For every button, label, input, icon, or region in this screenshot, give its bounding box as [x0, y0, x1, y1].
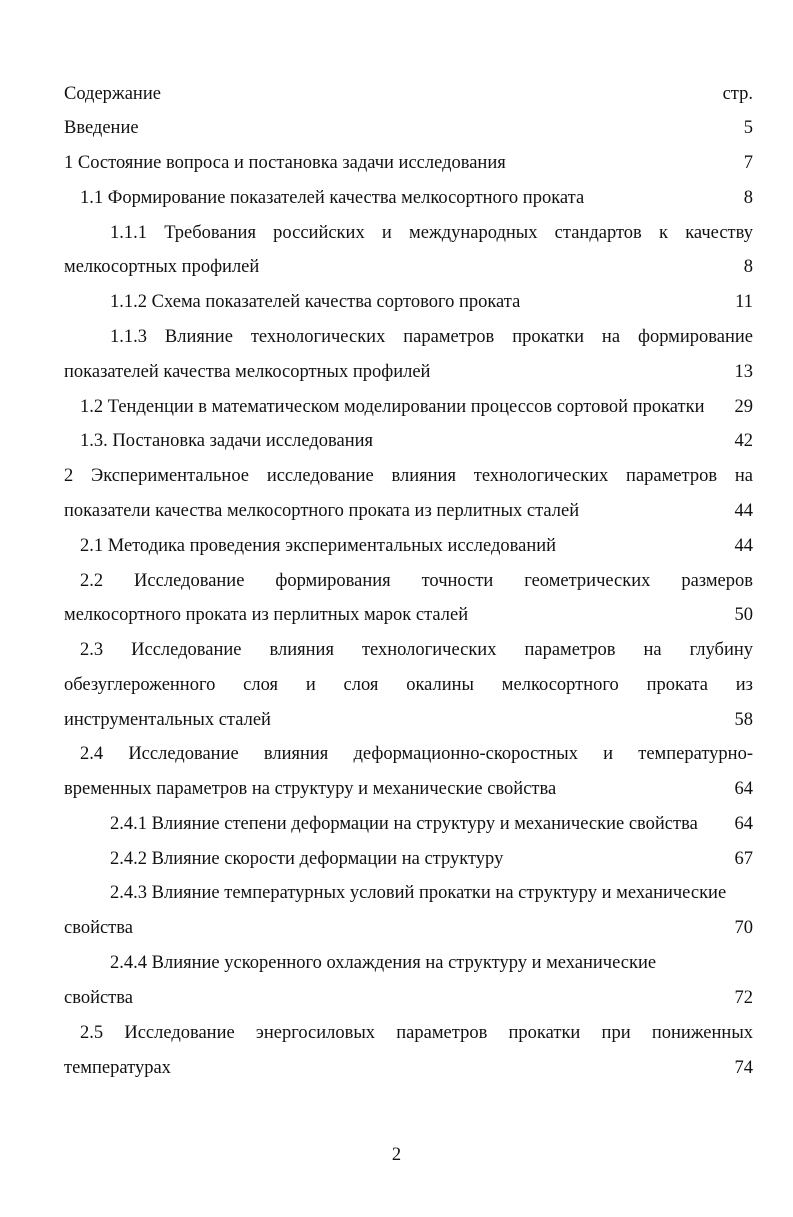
toc-entry-page: 5	[743, 118, 753, 138]
toc-entry-title: 1.3. Постановка задачи исследования	[80, 431, 374, 451]
toc-entry-page: 67	[734, 849, 753, 869]
toc-entry-title-line: 2.4.4 Влияние ускоренного охлаждения на структуру и механические	[110, 953, 657, 973]
page-column-label: стр.	[722, 84, 753, 104]
toc-entry-title: 2.4.2 Влияние скорости деформации на структуру	[110, 849, 504, 869]
toc-entry-title-line: 1.1.3 Влияние технологических параметров прокатки на формирование	[110, 327, 753, 347]
toc-entry-page: 13	[734, 362, 753, 382]
toc-entry-title-line: 2.4.3 Влияние температурных условий прокатки на структуру и механические	[110, 883, 727, 903]
toc-entry-page: 58	[734, 710, 753, 730]
toc-entry-title-line: показателей качества мелкосортных профилей	[64, 362, 431, 382]
toc-entry-title-line: 1.1.1 Требования российских и международных стандартов к качеству	[110, 223, 753, 243]
toc-entry-title-line: мелкосортного проката из перлитных марок сталей	[64, 605, 469, 625]
toc-entry-title-line: 2.4 Исследование влияния деформационно-скоростных и температурно-	[80, 744, 753, 764]
toc-entry-title-line: 2.5 Исследование энергосиловых параметров прокатки при пониженных	[80, 1023, 753, 1043]
toc-entry-title-line: свойства	[64, 988, 133, 1008]
toc-entry-title: Введение	[64, 118, 139, 138]
toc-entry-page: 42	[734, 431, 753, 451]
toc-entry-page: 8	[743, 188, 753, 208]
toc-entry-page: 72	[734, 988, 753, 1008]
toc-entry-title-line: мелкосортных профилей	[64, 257, 260, 277]
toc-entry-title: 2.4.1 Влияние степени деформации на структуру и механические свойства	[110, 814, 698, 834]
toc-entry-title-line: временных параметров на структуру и механические свойства	[64, 779, 557, 799]
toc-entry-page: 64	[734, 779, 753, 799]
toc-entry-title-line: инструментальных сталей	[64, 710, 271, 730]
toc-entry-title-line: свойства	[64, 918, 133, 938]
toc-entry-title-line: 2 Экспериментальное исследование влияния технологических параметров на	[64, 466, 753, 486]
toc-entry-title-line: обезуглероженного слоя и слоя окалины мелкосортного проката из	[64, 675, 753, 695]
toc-entry-page: 8	[743, 257, 753, 277]
toc-entry-page: 64	[734, 814, 753, 834]
toc-entry-page: 50	[734, 605, 753, 625]
toc-entry-page: 70	[734, 918, 753, 938]
toc-entry-title: 1.1.2 Схема показателей качества сортового проката	[110, 292, 521, 312]
toc-entry-title: 1.2 Тенденции в математическом моделировании процессов сортовой прокатки	[80, 398, 705, 417]
toc-entry-title: 2.1 Методика проведения экспериментальных исследований	[80, 536, 557, 556]
toc-entry-title-line: температурах	[64, 1058, 171, 1078]
toc-entry-title-line: 2.3 Исследование влияния технологических параметров на глубину	[80, 640, 753, 660]
toc-entry-page: 29	[734, 397, 753, 417]
page-number: 2	[391, 1145, 402, 1165]
toc-entry-title: 1 Состояние вопроса и постановка задачи исследования	[64, 153, 506, 173]
toc-entry-page: 7	[743, 153, 753, 173]
toc-entry-title-line: показатели качества мелкосортного проката из перлитных сталей	[64, 501, 580, 521]
toc-entry-title-line: 2.2 Исследование формирования точности геометрических размеров	[80, 571, 753, 591]
toc-entry-page: 74	[734, 1058, 753, 1078]
toc-entry-title: 1.1 Формирование показателей качества мелкосортного проката	[80, 188, 585, 208]
toc-entry-page: 44	[734, 501, 753, 521]
toc-entry-page: 44	[734, 536, 753, 556]
toc-heading: Содержание	[64, 84, 161, 104]
toc-entry-page: 11	[735, 292, 753, 312]
